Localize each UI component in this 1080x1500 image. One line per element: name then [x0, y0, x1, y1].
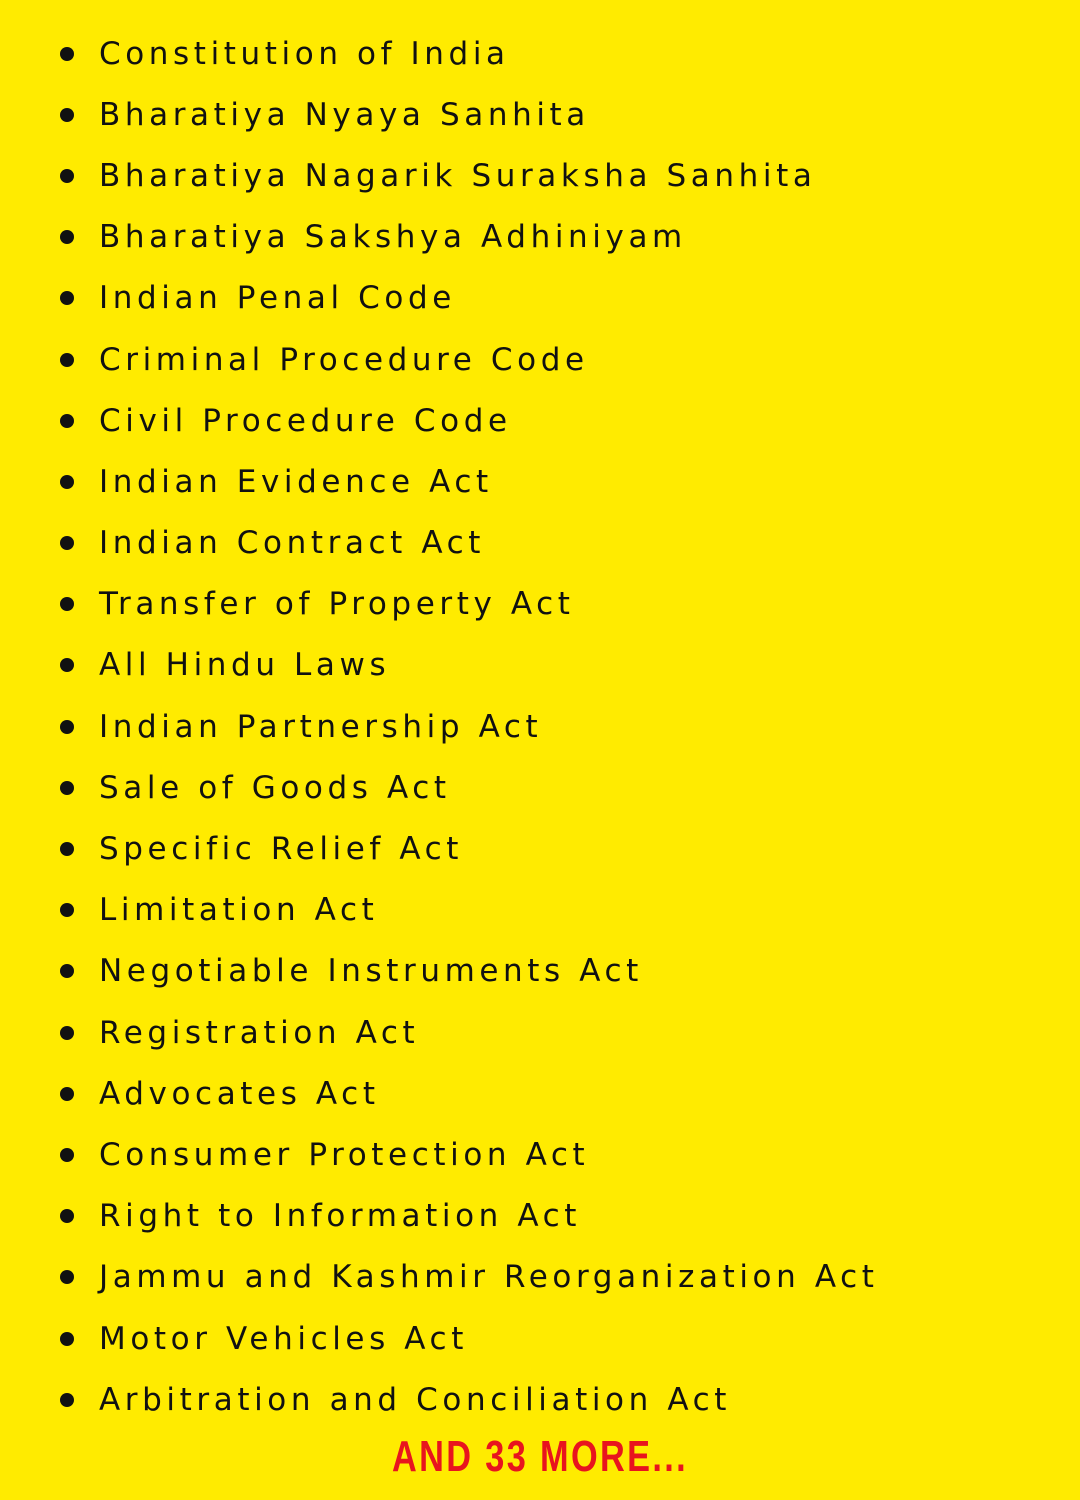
act-label: Negotiable Instruments Act — [99, 953, 643, 990]
list-item — [60, 696, 1060, 757]
bullet-dot-icon — [60, 903, 74, 917]
bullet-dot-icon — [60, 1209, 74, 1223]
bullet-dot-icon — [60, 414, 74, 428]
act-label: Constitution of India — [99, 35, 510, 72]
list-item — [60, 1124, 1060, 1185]
act-label: Arbitration and Conciliation Act — [99, 1381, 731, 1418]
act-label: Indian Partnership Act — [99, 708, 543, 745]
bullet-dot-icon — [60, 1148, 74, 1162]
act-label: Indian Contract Act — [99, 525, 486, 562]
bullet-dot-icon — [60, 1332, 74, 1346]
act-label: Sale of Goods Act — [99, 769, 451, 806]
act-label: Bharatiya Sakshya Adhiniyam — [99, 219, 687, 256]
list-item — [60, 390, 1060, 451]
bullet-dot-icon — [60, 353, 74, 367]
act-label: Right to Information Act — [99, 1198, 582, 1235]
bullet-dot-icon — [60, 597, 74, 611]
bullet-dot-icon — [60, 108, 74, 122]
act-label: Motor Vehicles Act — [99, 1320, 468, 1357]
act-label: Bharatiya Nyaya Sanhita — [99, 96, 590, 133]
list-item — [60, 1308, 1060, 1369]
bullet-dot-icon — [60, 291, 74, 305]
list-item — [60, 757, 1060, 818]
list-item — [60, 451, 1060, 512]
act-label: All Hindu Laws — [99, 647, 391, 684]
list-item — [60, 880, 1060, 941]
act-label: Civil Procedure Code — [99, 402, 512, 439]
act-label: Jammu and Kashmir Reorganization Act — [99, 1259, 879, 1296]
bullet-dot-icon — [60, 1270, 74, 1284]
act-label: Criminal Procedure Code — [99, 341, 589, 378]
list-item — [60, 941, 1060, 1002]
bullet-dot-icon — [60, 964, 74, 978]
bullet-dot-icon — [60, 842, 74, 856]
bullet-dot-icon — [60, 1393, 74, 1407]
list-item — [60, 207, 1060, 268]
list-item — [60, 1063, 1060, 1124]
act-label: Transfer of Property Act — [99, 586, 575, 623]
bullet-dot-icon — [60, 230, 74, 244]
bullet-dot-icon — [60, 169, 74, 183]
bullet-dot-icon — [60, 781, 74, 795]
acts-list — [60, 23, 1060, 1430]
list-item — [60, 513, 1060, 574]
bullet-dot-icon — [60, 1087, 74, 1101]
act-label: Advocates Act — [99, 1075, 380, 1112]
act-label: Bharatiya Nagarik Suraksha Sanhita — [99, 157, 817, 194]
bullet-dot-icon — [60, 475, 74, 489]
list-item — [60, 574, 1060, 635]
list-item — [60, 1186, 1060, 1247]
bullet-dot-icon — [60, 536, 74, 550]
list-item — [60, 84, 1060, 145]
list-item — [60, 1247, 1060, 1308]
act-label: Indian Penal Code — [99, 280, 456, 317]
list-item — [60, 1002, 1060, 1063]
list-item — [60, 23, 1060, 84]
list-item — [60, 329, 1060, 390]
list-item — [60, 145, 1060, 206]
bullet-dot-icon — [60, 658, 74, 672]
act-label: Registration Act — [99, 1014, 420, 1051]
list-item — [60, 818, 1060, 879]
bullet-dot-icon — [60, 47, 74, 61]
act-label: Specific Relief Act — [99, 831, 464, 868]
more-label: AND 33 MORE... — [392, 1432, 688, 1481]
act-label: Consumer Protection Act — [99, 1136, 590, 1173]
bullet-dot-icon — [60, 720, 74, 734]
act-label: Limitation Act — [99, 892, 379, 929]
act-label: Indian Evidence Act — [99, 463, 493, 500]
list-item — [60, 635, 1060, 696]
list-item — [60, 268, 1060, 329]
list-item — [60, 1369, 1060, 1430]
bullet-dot-icon — [60, 1026, 74, 1040]
